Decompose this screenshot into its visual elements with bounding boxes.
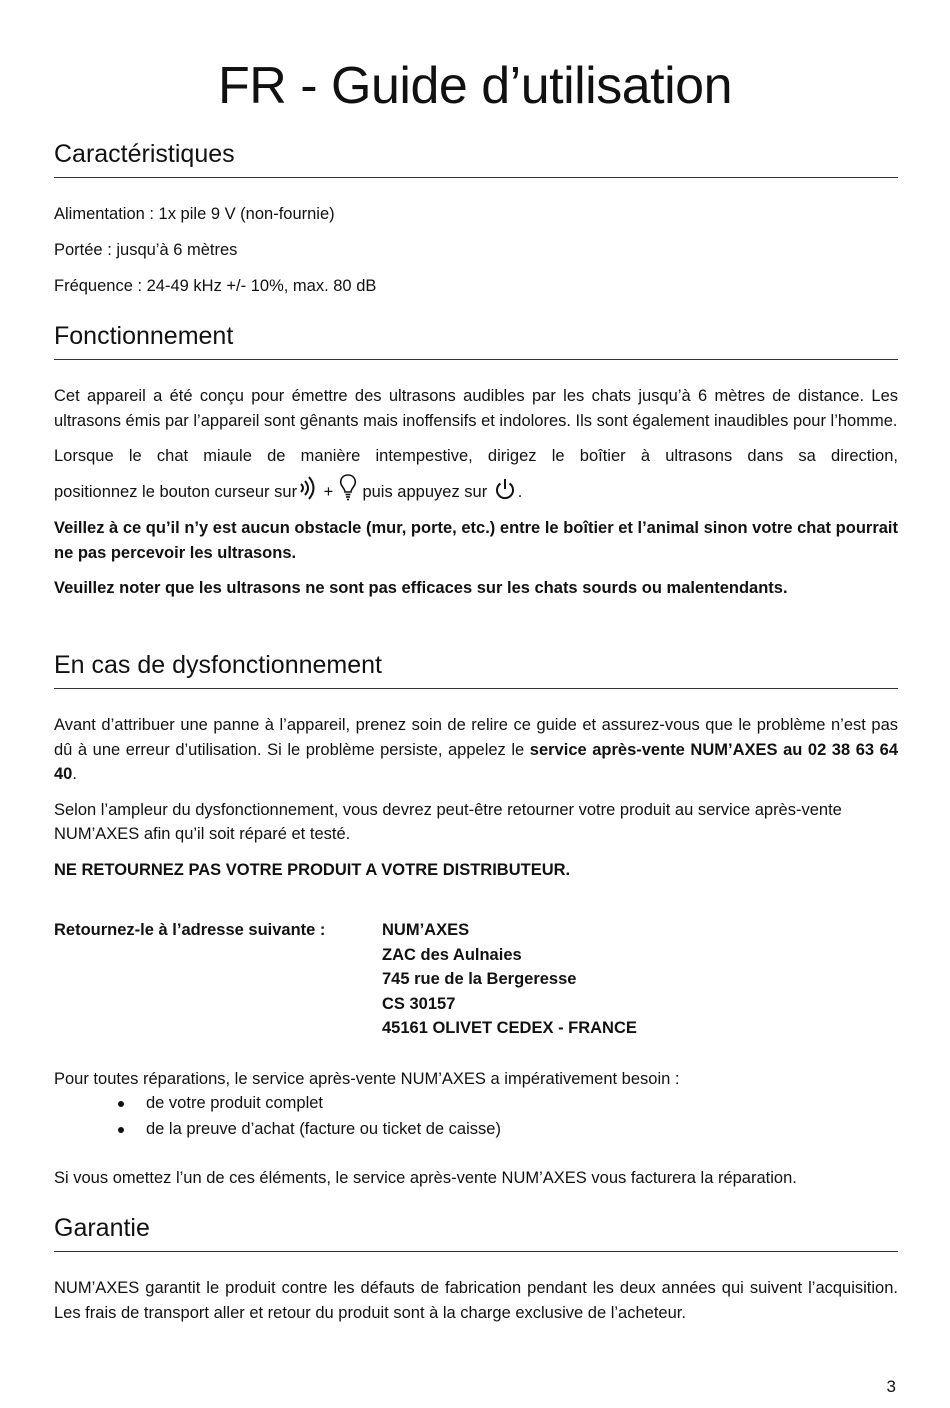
instruction-text-a: positionnez le bouton curseur sur	[54, 482, 298, 501]
heading-garantie: Garantie	[54, 1213, 898, 1252]
page-title: FR - Guide d’utilisation	[218, 57, 732, 115]
dysfonctionnement-text: Avant d’attribuer une panne à l’appareil, prenez soin de relire ce guide et assurez-vous que le problème n’est pas dû à une erreur d’utilisation. Si le problème persiste, appelez le	[54, 716, 898, 759]
dysfonctionnement-paragraph-2: Selon l’ampleur du dysfonctionnement, vous devrez peut-être retourner votre produit au service après-vente NUM’AXES afin qu’il soit réparé et testé.	[54, 800, 842, 843]
address-line: CS 30157	[382, 994, 456, 1013]
fonctionnement-paragraph-2-line-1: Lorsque le chat miaule de manière intempestive, dirigez le boîtier à ultrasons dans sa direction,	[54, 447, 898, 465]
address-line: 745 rue de la Bergeresse	[382, 970, 577, 988]
power-icon	[493, 477, 517, 509]
after-sales-service-contact: service après-vente NUM’AXES au 02 38 63 64 40	[54, 740, 898, 783]
lightbulb-icon	[339, 473, 357, 509]
ultrasound-waves-icon	[298, 475, 318, 509]
section-dysfonctionnement	[54, 650, 898, 1191]
section-garantie	[54, 1213, 898, 1325]
plus-sign: +	[319, 482, 338, 501]
instruction-text-b: puis appuyez sur	[357, 482, 492, 501]
dysfonctionnement-paragraph-1	[54, 713, 898, 787]
repairs-intro: Pour toutes réparations, le service après-vente NUM’AXES a impérativement besoin :	[54, 1069, 680, 1088]
address-line: ZAC des Aulnaies	[382, 945, 522, 964]
fonctionnement-paragraph-2-line-2	[54, 473, 898, 509]
address-line: NUM’AXES	[382, 921, 470, 939]
warning-obstacle: Veillez à ce qu’il n’y est aucun obstacle (mur, porte, etc.) entre le boîtier et l’animal sinon votre chat pourrait ne pas percevoir les ultrasons.	[54, 519, 898, 562]
repairs-requirements-list	[54, 1091, 898, 1142]
warning-deaf-cats: Veuillez noter que les ultrasons ne sont pas efficaces sur les chats sourds ou malentendants.	[54, 579, 788, 597]
dysfonctionnement-end: .	[72, 765, 77, 783]
spec-frequence: Fréquence : 24-49 kHz +/- 10%, max. 80 dB	[54, 277, 377, 295]
page-number: 3	[886, 1377, 896, 1396]
address-label: Retournez-le à l’adresse suivante :	[54, 921, 326, 939]
heading-caracteristiques: Caractéristiques	[54, 139, 898, 178]
list-item: de la preuve d’achat (facture ou ticket de caisse)	[54, 1117, 898, 1143]
address-line: 45161 OLIVET CEDEX - FRANCE	[382, 1019, 637, 1037]
spec-portee: Portée : jusqu’à 6 mètres	[54, 241, 238, 259]
heading-fonctionnement: Fonctionnement	[54, 321, 898, 360]
return-notice: NE RETOURNEZ PAS VOTRE PRODUIT A VOTRE DISTRIBUTEUR.	[54, 860, 571, 879]
garantie-paragraph: NUM’AXES garantit le produit contre les défauts de fabrication pendant les deux années qui suivent l’acquisition. Les frais de transport aller et retour du produit sont à la charge exclusive de l’acheteur.	[54, 1279, 898, 1322]
return-address-block	[54, 918, 898, 1041]
repairs-note: Si vous omettez l’un de ces éléments, le service après-vente NUM’AXES vous facturera la réparation.	[54, 1169, 797, 1187]
list-item: de votre produit complet	[54, 1091, 898, 1117]
section-fonctionnement	[54, 321, 898, 601]
spec-alimentation: Alimentation : 1x pile 9 V (non-fournie)	[54, 205, 335, 223]
heading-dysfonctionnement: En cas de dysfonctionnement	[54, 650, 898, 689]
section-caracteristiques	[54, 139, 898, 299]
fonctionnement-paragraph-1: Cet appareil a été conçu pour émettre des ultrasons audibles par les chats jusqu’à 6 mètres de distance. Les ultrasons émis par l’appareil sont gênants mais inoffensifs et indolores. Ils sont également inaudibles pour l’homme.	[54, 387, 898, 430]
address-lines	[382, 918, 637, 1041]
instruction-end: .	[517, 482, 523, 501]
